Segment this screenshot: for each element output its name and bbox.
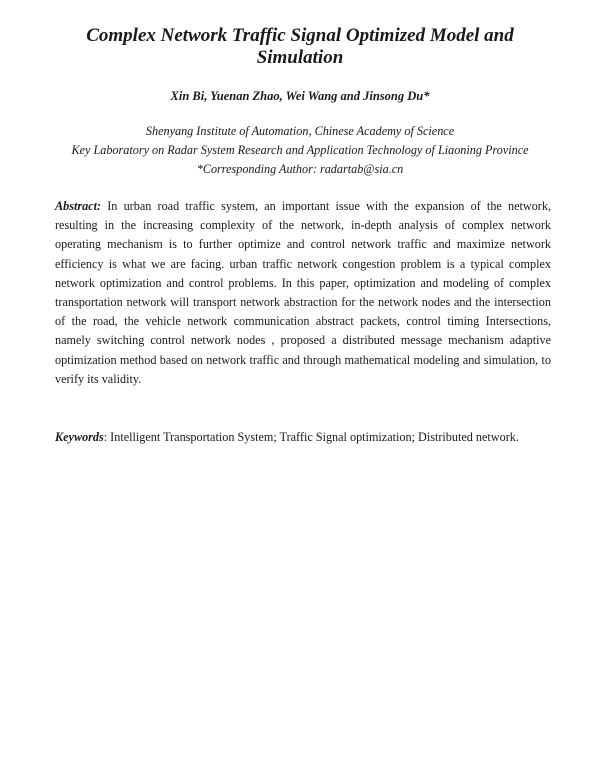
affiliations [30,122,570,179]
corresponding-author: *Corresponding Author: radartab@sia.cn [196,162,404,176]
keywords-text: : Intelligent Transportation System; Traffic Signal optimization; Distributed network. [103,430,519,444]
keywords-label: Keywords [55,430,104,444]
paper-title [40,25,560,69]
abstract-paragraph [55,197,551,389]
author-list: Xin Bi, Yuenan Zhao, Wei Wang and Jinsong Du* [170,89,430,103]
affiliation-institute: Shenyang Institute of Automation, Chinese Academy of Science [145,124,455,138]
abstract-text: In urban road traffic system, an important issue with the expansion of the network, resulting in the increasing complexity of the network, in-depth analysis of complex network operating mechanism is to further optimize and control network traffic and maximize network efficiency is what we are facing. urban traffic network congestion problem is a typical complex network optimization and control problems. In this paper, optimization and modeling of complex transportation network will transport network abstraction for the network nodes and the intersection of the road, the vehicle network communication abstract packets, control timing Intersections, namely switching control network nodes , proposed a distributed message mechanism adaptive optimization method based on network traffic and through mathematical modeling and simulation, to verify its validity. [55,199,551,386]
abstract-label: Abstract: [55,199,102,213]
keywords-paragraph [55,428,551,447]
title-line-2: Simulation [256,47,344,68]
affiliation-laboratory: Key Laboratory on Radar System Research and Application Technology of Liaoning Province [71,143,529,157]
title-line-1: Complex Network Traffic Signal Optimized Model and [86,25,514,46]
